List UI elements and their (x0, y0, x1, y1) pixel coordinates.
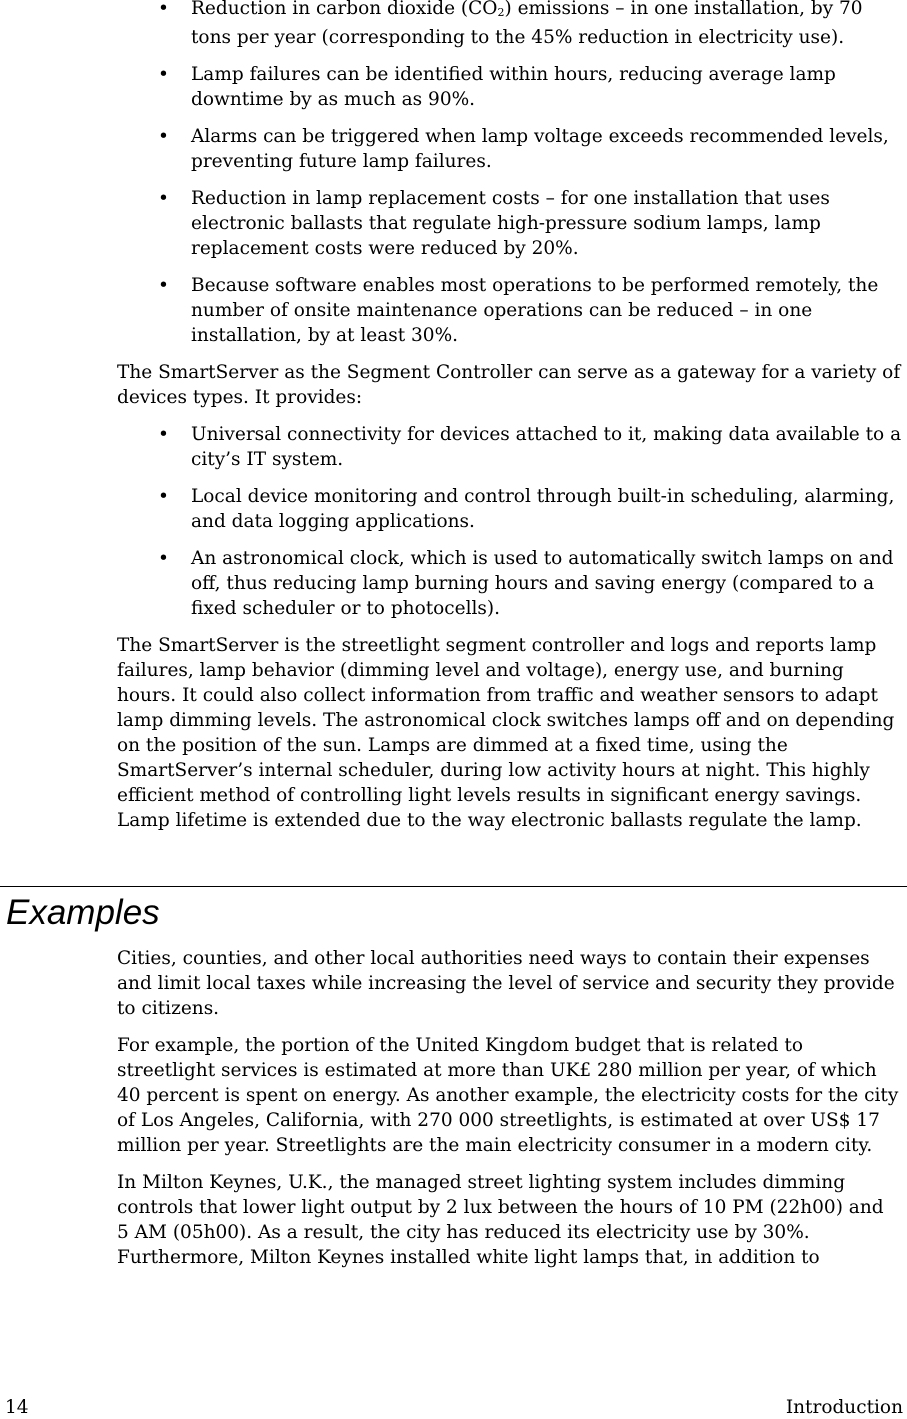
bullet-text: Local device monitoring and control through built-in scheduling, alarming, and data logging applications. (191, 486, 895, 532)
bullet-icon: • (158, 188, 169, 209)
list-item (0, 273, 907, 348)
section-heading: Examples (6, 893, 160, 932)
provides-list (0, 422, 907, 621)
list-item (0, 0, 907, 50)
bullet-text: Universal connectivity for devices attached to it, making data available to a city’s IT system. (191, 424, 902, 470)
bullet-icon: • (158, 486, 169, 507)
page-number: 14 (5, 1397, 29, 1418)
list-item (0, 422, 907, 472)
gateway-paragraph: The SmartServer as the Segment Controller can serve as a gateway for a variety of devices types. It provides: (117, 362, 901, 408)
bullet-text: Alarms can be triggered when lamp voltage exceeds recommended levels, preventing future lamp failures. (191, 126, 889, 172)
bullet-icon: • (158, 424, 169, 445)
examples-content (0, 946, 907, 1282)
examples-paragraph: For example, the portion of the United Kingdom budget that is related to streetlight services is estimated at more than UK£ 280 million per year, of which 40 percent is spent on energy. As another example, the electricity costs for the city of Los Angeles, California, with 270 000 streetlights, is estimated at over US$ 17 million per year. Streetlights are the main electricity consumer in a modern city. (117, 1035, 899, 1156)
bullet-text: An astronomical clock, which is used to automatically switch lamps on and off, thus reducing lamp burning hours and saving energy (compared to a fixed scheduler or to photocells). (191, 548, 894, 619)
bullet-text-pre: Reduction in carbon dioxide (CO (191, 0, 498, 19)
list-item (0, 124, 907, 174)
bullet-text-post: ) emissions – in one installation, by 70 tons per year (corresponding to the 45% reduction in electricity use). (191, 0, 863, 48)
bullet-text: Lamp failures can be identified within hours, reducing average lamp downtime by as much as 90%. (191, 64, 836, 110)
bullet-icon: • (158, 126, 169, 147)
bullet-text-subscript: 2 (497, 6, 505, 19)
list-item (0, 62, 907, 112)
benefits-list (0, 0, 907, 348)
bullet-icon: • (158, 275, 169, 296)
examples-paragraph: In Milton Keynes, U.K., the managed street lighting system includes dimming controls that lower light output by 2 lux between the hours of 10 PM (22h00) and 5 AM (05h00). As a result, the city has reduced its electricity use by 30%. Furthermore, Milton Keynes installed white light lamps that, in addition to (117, 1172, 884, 1268)
bullet-text: Reduction in lamp replacement costs – for one installation that uses electronic ballasts that regulate high-pressure sodium lamps, lamp replacement costs were reduced by 20%. (191, 188, 830, 259)
examples-paragraph: Cities, counties, and other local authorities need ways to contain their expenses and limit local taxes while increasing the level of service and security they provide to citizens. (117, 948, 895, 1019)
section-divider (0, 886, 907, 887)
bullet-icon: • (158, 548, 169, 569)
bullet-text: Because software enables most operations to be performed remotely, the number of onsite maintenance operations can be reduced – in one installation, by at least 30%. (191, 275, 879, 346)
controller-paragraph: The SmartServer is the streetlight segment controller and logs and reports lamp failures, lamp behavior (dimming level and voltage), energy use, and burning hours. It could also collect information from traffic and weather sensors to adapt lamp dimming levels. The astronomical clock switches lamps off and on depending on the position of the sun. Lamps are dimmed at a fixed time, using the SmartServer’s internal scheduler, during low activity hours at night. This highly efficient method of controlling light levels results in significant energy savings. Lamp lifetime is extended due to the way electronic ballasts regulate the lamp. (117, 635, 895, 831)
list-item (0, 546, 907, 621)
footer-section-title: Introduction (785, 1397, 903, 1418)
list-item (0, 186, 907, 261)
bullet-icon: • (158, 0, 169, 19)
bullet-icon: • (158, 64, 169, 85)
list-item (0, 484, 907, 534)
page-footer (0, 1397, 907, 1419)
